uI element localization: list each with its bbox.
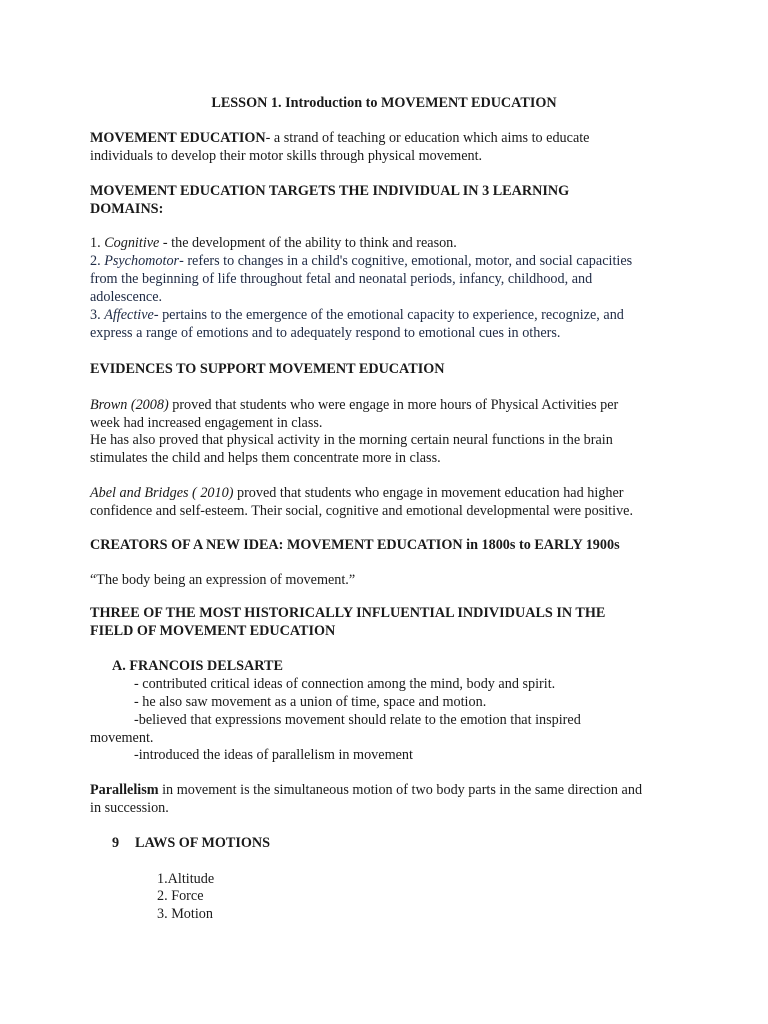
domain-psychomotor-line2: from the beginning of life throughout fetal and neonatal periods, infancy, childhood, and — [90, 271, 593, 287]
laws-heading: LAWS OF MOTIONS — [135, 835, 271, 851]
paragraph-parallelism: Parallelism in movement is the simultaneous motion of two body parts in the same direction and — [90, 782, 643, 798]
citation: Brown (2008) — [90, 397, 169, 413]
delsarte-point-1: - contributed critical ideas of connection among the mind, body and spirit. — [134, 676, 556, 692]
law-item-3: 3. Motion — [157, 906, 213, 922]
definition-line2: individuals to develop their motor skills through physical movement. — [90, 148, 483, 164]
law-item-1: 1.Altitude — [157, 871, 215, 887]
domain-psychomotor-line3: adolescence. — [90, 289, 163, 305]
domain-psychomotor: 2. Psychomotor- refers to changes in a child's cognitive, emotional, motor, and social capacities — [90, 253, 633, 269]
domain-affective: 3. Affective- pertains to the emergence of the emotional capacity to experience, recognize, and — [90, 307, 624, 323]
domain-term: Cognitive — [104, 235, 160, 251]
subheading-delsarte: A. FRANCOIS DELSARTE — [112, 658, 283, 674]
delsarte-point-3: -believed that expressions movement should relate to the emotion that inspired — [134, 712, 581, 728]
heading-evidences: EVIDENCES TO SUPPORT MOVEMENT EDUCATION — [90, 361, 445, 377]
lesson-title: LESSON 1. Introduction to MOVEMENT EDUCATION — [211, 95, 557, 111]
heading-influential-line1: THREE OF THE MOST HISTORICALLY INFLUENTIAL INDIVIDUALS IN THE — [90, 605, 606, 621]
definition-text: - a strand of teaching or education which aims to educate — [265, 130, 590, 146]
delsarte-point-2: - he also saw movement as a union of time, space and motion. — [134, 694, 487, 710]
heading-creators: CREATORS OF A NEW IDEA: MOVEMENT EDUCATION in 1800s to EARLY 1900s — [90, 537, 620, 553]
delsarte-point-4: -introduced the ideas of parallelism in movement — [134, 747, 413, 763]
law-item-2: 2. Force — [157, 888, 204, 904]
delsarte-point-3-cont: movement. — [90, 730, 154, 746]
quote: “The body being an expression of movement.” — [90, 572, 356, 588]
laws-number: 9 — [112, 835, 120, 851]
term-parallelism: Parallelism — [90, 782, 159, 798]
heading-influential-line2: FIELD OF MOVEMENT EDUCATION — [90, 623, 336, 639]
citation: Abel and Bridges ( 2010) — [90, 485, 234, 501]
paragraph-definition — [90, 129, 589, 147]
evidence-brown-line3: He has also proved that physical activity in the morning certain neural functions in the brain — [90, 432, 613, 448]
evidence-brown: Brown (2008) proved that students who were engage in more hours of Physical Activities per — [90, 397, 619, 413]
evidence-abel-bridges: Abel and Bridges ( 2010) proved that students who engage in movement education had higher — [90, 485, 624, 501]
domain-term: Psychomotor — [104, 253, 180, 269]
parallelism-line2: in succession. — [90, 800, 169, 816]
heading-domains-line1: MOVEMENT EDUCATION TARGETS THE INDIVIDUAL IN 3 LEARNING — [90, 183, 570, 199]
heading-domains-line2: DOMAINS: — [90, 201, 164, 217]
evidence-brown-line4: stimulates the child and helps them concentrate more in class. — [90, 450, 441, 466]
domain-term: Affective — [104, 307, 154, 323]
term-movement-education: MOVEMENT EDUCATION — [90, 130, 266, 146]
domain-affective-line2: express a range of emotions and to adequately respond to emotional cues in others. — [90, 325, 561, 341]
evidence-abel-bridges-line2: confidence and self-esteem. Their social, cognitive and emotional developmental were positive. — [90, 503, 634, 519]
evidence-brown-line2: week had increased engagement in class. — [90, 415, 323, 431]
domain-cognitive: 1. Cognitive - the development of the ability to think and reason. — [90, 235, 457, 251]
